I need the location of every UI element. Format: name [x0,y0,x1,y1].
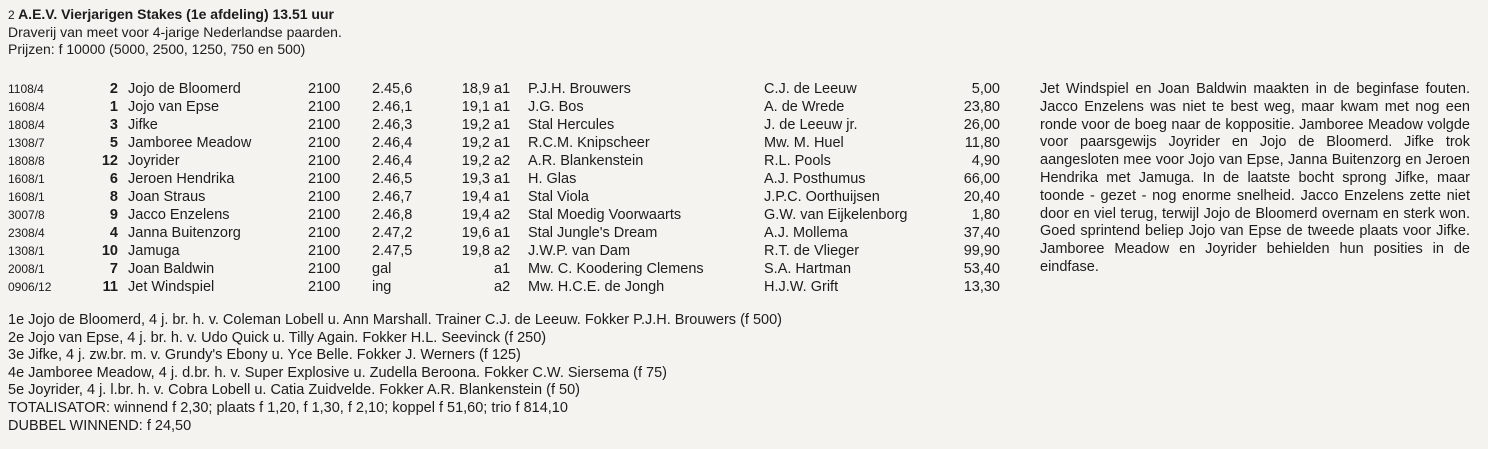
race-subtitle: Draverij van meet voor 4-jarige Nederlandse paarden. [8,24,342,40]
race-title: A.E.V. Vierjarigen Stakes (1e afdeling) 13.51 uur [18,6,334,22]
result-horse: Jamboree Meadow [128,135,252,151]
result-odds: 4,90 [971,153,1000,169]
result-time: 2.47,5 [372,243,413,259]
detail-line: 4e Jamboree Meadow, 4 j. d.br. h. v. Super Explosive u. Zudella Beroona. Fokker C.W. Siersema (f 75) [8,364,667,381]
result-owner: Stal Moedig Voorwaarts [528,207,682,223]
result-km-time: 19,8 [461,243,490,259]
result-date: 1608/1 [8,190,45,204]
result-owner: J.G. Bos [528,99,584,115]
table-row [8,116,1000,134]
result-trainer: H.J.W. Grift [764,279,839,295]
result-position: 3 [109,117,118,133]
result-distance: 2100 [308,207,341,223]
result-position: 10 [101,243,118,259]
result-km-time: 19,2 [461,153,490,169]
result-distance: 2100 [308,279,341,295]
results-table [8,80,1000,296]
result-position: 9 [109,207,118,223]
result-time: 2.46,4 [372,135,413,151]
result-time: 2.46,8 [372,207,413,223]
result-date: 1308/1 [8,244,45,258]
result-date: 1608/1 [8,172,45,186]
result-trainer: G.W. van Eijkelenborg [764,207,908,223]
result-owner: Mw. H.C.E. de Jongh [528,279,665,295]
result-time: 2.46,7 [372,189,413,205]
result-owner: Stal Hercules [528,117,615,133]
result-start: a2 [494,153,511,169]
detail-line: 3e Jifke, 4 j. zw.br. m. v. Grundy's Ebony u. Yce Belle. Fokker J. Werners (f 125) [8,347,521,364]
detail-line: 1e Jojo de Bloomerd, 4 j. br. h. v. Coleman Lobell u. Ann Marshall. Trainer C.J. de Leeuw. Fokker P.J.H. Brouwers (f 500) [8,312,782,328]
result-distance: 2100 [308,99,341,115]
result-time: 2.46,1 [372,99,413,115]
result-start: a1 [494,135,511,151]
table-row [8,80,1000,98]
result-time: 2.46,3 [372,117,413,133]
result-horse: Jojo van Epse [128,99,220,115]
detail-line: 2e Jojo van Epse, 4 j. br. h. v. Udo Quick u. Tilly Again. Fokker H.L. Seevinck (f 250) [8,329,547,346]
result-time: 2.46,4 [372,153,413,169]
result-owner: R.C.M. Knipscheer [528,135,650,151]
result-odds: 23,80 [963,99,1000,115]
result-odds: 37,40 [963,225,1000,241]
result-odds: 13,30 [963,279,1000,295]
result-km-time: 19,6 [461,225,490,241]
result-distance: 2100 [308,117,341,133]
result-date: 2008/1 [8,262,45,276]
result-start: a1 [494,117,511,133]
result-date: 3007/8 [8,208,45,222]
result-owner: Mw. C. Koodering Clemens [528,261,704,277]
result-time: 2.47,2 [372,225,413,241]
result-km-time: 19,2 [461,117,490,133]
result-start: a2 [494,207,511,223]
result-horse: Jifke [128,117,158,133]
result-position: 11 [102,279,118,295]
result-position: 7 [109,261,118,277]
result-horse: Janna Buitenzorg [128,225,241,241]
table-row [8,134,1000,152]
result-distance: 2100 [308,243,341,259]
result-horse: Jeroen Hendrika [128,171,235,187]
result-position: 2 [109,81,118,97]
result-position: 5 [109,135,118,151]
result-horse: Joyrider [128,153,180,169]
result-distance: 2100 [308,153,341,169]
result-distance: 2100 [308,135,341,151]
table-row [8,278,1000,296]
race-header [8,6,342,58]
result-owner: P.J.H. Brouwers [528,81,631,97]
result-date: 1608/4 [8,100,45,114]
table-row [8,98,1000,116]
result-time: gal [372,261,392,277]
result-trainer: C.J. de Leeuw [764,81,857,97]
result-odds: 1,80 [971,207,1000,223]
table-row [8,188,1000,206]
result-km-time: 19,3 [461,171,490,187]
result-odds: 5,00 [971,81,1000,97]
result-date: 1808/8 [8,154,45,168]
result-km-time: 19,4 [461,189,490,205]
table-row [8,224,1000,242]
race-commentary: Jet Windspiel en Joan Baldwin maakten in de beginfase fouten. Jacco Enzelens was niet te best weg, maar kwam met nog een ronde voor de boeg naar de koppositie. Jamboree Meadow volgde voor paarsgewijs Joyrider en Jojo de Bloomerd. Jifke trok aangesloten mee voor Jojo van Epse, Janna Buitenzorg en Jeroen Hendrika met Jamuga. In de laatste bocht sprong Jifke, maar toonde - gezet - nog enorme snelheid. Jacco Enzelens zette niet door en viel terug, terwijl Jojo de Bloomerd overnam en sterk won. Goed sprintend beliep Jojo van Epse de tweede plaats voor Jifke. Jamboree Meadow en Joyrider behielden hun posities in de eindfase. [1040,81,1470,275]
result-position: 6 [109,171,118,187]
result-horse: Joan Baldwin [128,261,215,277]
table-row [8,242,1000,260]
result-date: 2308/4 [8,226,45,240]
detail-line: TOTALISATOR: winnend f 2,30; plaats f 1,20, f 1,30, f 2,10; koppel f 51,60; trio f 814,10 [8,399,568,416]
result-time: 2.46,5 [372,171,413,187]
result-date: 1808/4 [8,118,45,132]
detail-line: 5e Joyrider, 4 j. l.br. h. v. Cobra Lobell u. Catia Zuidvelde. Fokker A.R. Blankenstein (f 50) [8,382,580,399]
result-date: 0906/12 [8,280,52,294]
result-date: 1308/7 [8,136,45,150]
result-start: a1 [494,99,511,115]
result-odds: 99,90 [963,243,1000,259]
result-trainer: S.A. Hartman [764,261,852,277]
result-start: a1 [494,189,511,205]
result-odds: 11,80 [964,135,1000,151]
result-km-time: 19,1 [461,99,490,115]
result-trainer: J.P.C. Oorthuijsen [764,189,880,205]
result-trainer: A.J. Mollema [764,225,848,241]
result-horse: Jamuga [128,243,180,259]
result-horse: Jet Windspiel [128,279,215,295]
race-prizes: Prijzen: f 10000 (5000, 2500, 1250, 750 en 500) [8,41,306,57]
result-odds: 66,00 [963,171,1000,187]
result-distance: 2100 [308,225,341,241]
result-horse: Joan Straus [128,189,206,205]
result-distance: 2100 [308,261,341,277]
result-position: 12 [101,153,118,169]
result-distance: 2100 [308,189,341,205]
result-start: a1 [494,261,511,277]
result-distance: 2100 [308,81,341,97]
race-number: 2 [8,8,15,22]
result-start: a1 [494,81,511,97]
result-odds: 26,00 [963,117,1000,133]
result-km-time [446,278,494,296]
result-distance: 2100 [308,171,341,187]
result-position: 1 [109,99,118,115]
result-trainer: A.J. Posthumus [764,171,866,187]
result-horse: Jacco Enzelens [128,207,230,223]
detail-line: DUBBEL WINNEND: f 24,50 [8,417,192,434]
result-start: a2 [494,279,511,295]
result-odds: 53,40 [963,261,1000,277]
result-horse: Jojo de Bloomerd [128,81,241,97]
result-trainer: Mw. M. Huel [764,135,844,151]
result-trainer: R.T. de Vlieger [764,243,860,259]
result-owner: A.R. Blankenstein [528,153,644,169]
result-owner: Stal Jungle's Dream [528,225,658,241]
race-details [8,312,782,435]
result-time: 2.45,6 [372,81,413,97]
race-title-line [8,6,342,24]
result-position: 8 [109,189,118,205]
result-owner: H. Glas [528,171,577,187]
table-row [8,152,1000,170]
result-odds: 20,40 [963,189,1000,205]
result-km-time: 19,2 [461,135,490,151]
table-row [8,206,1000,224]
result-trainer: A. de Wrede [764,99,845,115]
result-trainer: R.L. Pools [764,153,831,169]
result-date: 1108/4 [8,82,44,96]
result-owner: Stal Viola [528,189,589,205]
result-time: ing [372,279,392,295]
result-km-time [446,260,494,278]
result-km-time: 19,4 [461,207,490,223]
result-position: 4 [109,225,118,241]
result-start: a1 [494,225,511,241]
table-row [8,170,1000,188]
result-start: a2 [494,243,511,259]
result-owner: J.W.P. van Dam [528,243,631,259]
table-row [8,260,1000,278]
result-trainer: J. de Leeuw jr. [764,117,858,133]
result-start: a1 [494,171,511,187]
result-km-time: 18,9 [461,81,490,97]
